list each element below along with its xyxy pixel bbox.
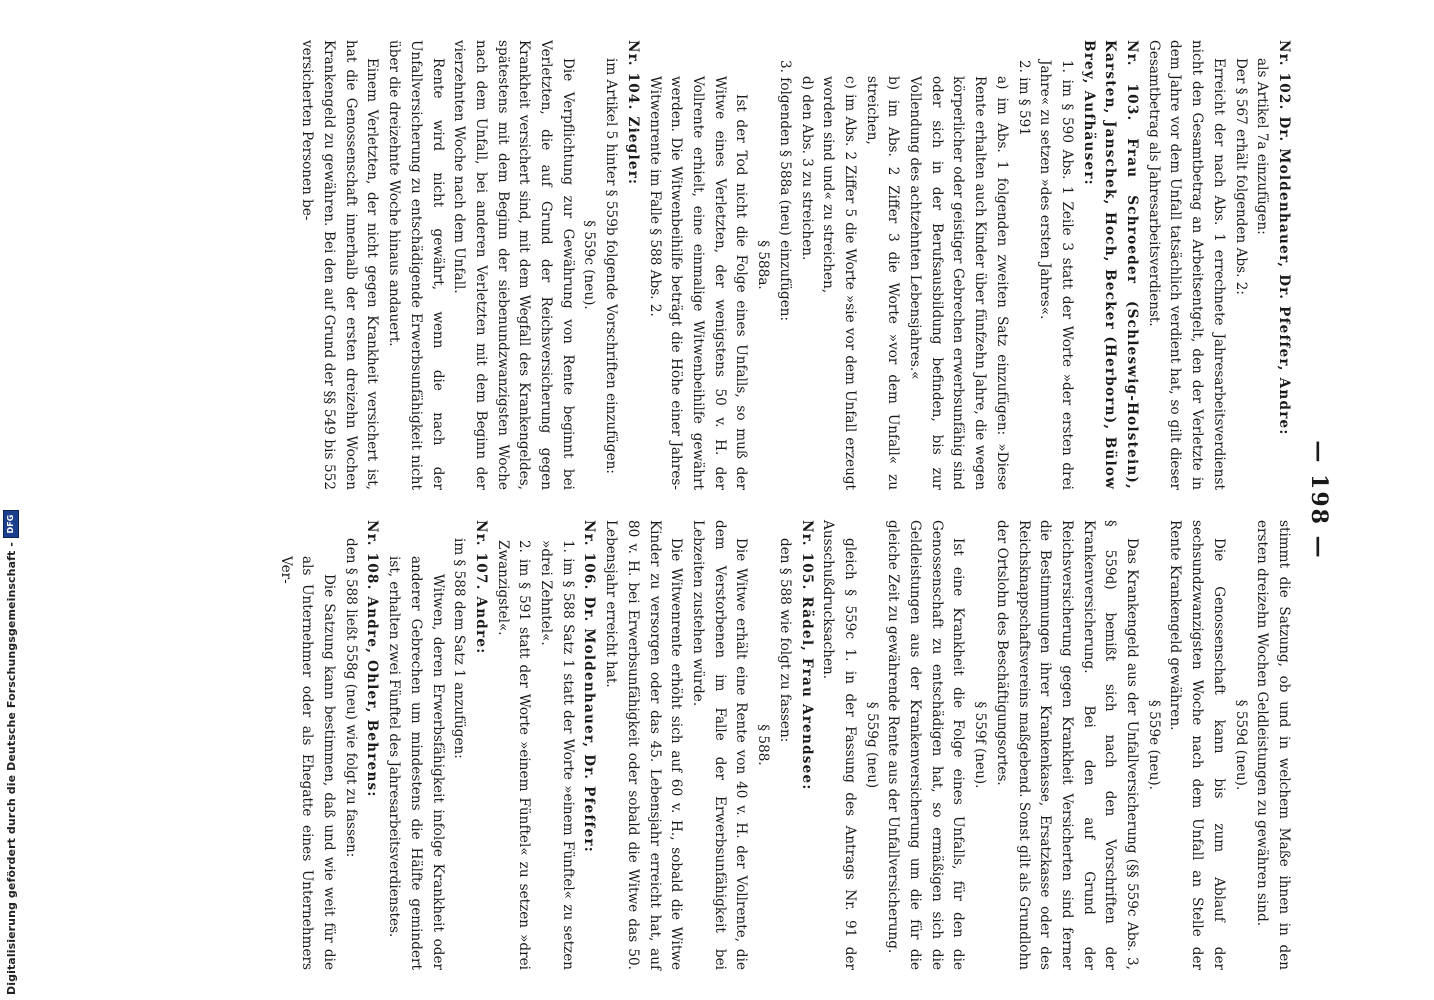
page-number: — 198 — (1306, 440, 1332, 560)
paragraph: Einem Verletzten, der nicht gegen Krankheit versichert ist, hat die Genossenschaft innerhalb der ersten dreizehn Wochen Krankengeld zu gewähren. Bei den auf Grund der §§ 549 bis 552 versicherten Personen be- (299, 40, 381, 490)
paragraph: als Artikel 7a einzufügen: (1254, 58, 1271, 235)
list-item: 1. im § 590 Abs. 1 Zeile 3 statt der Worte »der ersten drei Jahre« zu setzen »des ersten Jahres«. (1037, 60, 1075, 490)
section-heading: § 559g (neu) (863, 701, 880, 789)
section-heading: § 559e (neu). (1145, 700, 1162, 790)
dfg-logo: DFG (3, 510, 19, 538)
paragraph: den § 588 wie folgt zu fassen: (776, 538, 793, 743)
list-item: 2. im § 591 (1015, 60, 1032, 136)
motion-108-heading: Nr. 108. Andre, Ohler, Behrens: (364, 520, 381, 798)
list-item: c) im Abs. 2 Ziffer 5 die Worte »sie vor dem Unfall erzeugt worden sind und« zu streichen, (820, 76, 858, 490)
paragraph: gleich § 559c 1. in der Fassung des Antrags Nr. 91 der Ausschußdrucksachen. (820, 520, 858, 970)
paragraph: Die Witwenrente erhöht sich auf 60 v. H., sobald die Witwe Kinder zu versorgen oder das 45. Lebensjahr erreicht hat, auf 80 v. H. bei Erwerbsunfähigkeit oder sobald die Witwe das 50. Lebensjahr erreicht hat. (603, 520, 685, 970)
paragraph: im § 588 dem Satz 1 anzufügen: (451, 538, 468, 759)
scanned-page (24, 0, 1434, 1000)
paragraph: Die Satzung kann bestimmen, daß und wie weit für die als Unternehmer oder als Ehegatte eines Unternehmers Ver- (277, 556, 338, 970)
section-heading: § 559c (neu). (581, 220, 598, 310)
list-item: d) den Abs. 3 zu streichen. (798, 76, 815, 261)
motion-106-heading: Nr. 106. Dr. Moldenhauer, Dr. Pfeffer: (581, 520, 598, 853)
paragraph: Ist der Tod nicht die Folge eines Unfalls, so muß der Witwe eines Verletzten, der wenigstens 50 v. H. der Vollrente erhielt, eine einmalige Witwenbeihilfe gewährt werden. Die Witwenbeihilfe beträgt die Höhe einer Jahres-Witwenrente im Falle § 588 Abs. 2. (646, 76, 750, 490)
motion-105-heading: Nr. 105. Rädel, Frau Arendsee: (798, 520, 815, 791)
paragraph: Die Verpflichtung zur Gewährung von Rente beginnt bei Verletzten, die auf Grund der Reichsversicherung gegen Krankheit versichert sind, mit dem Wegfall des Krankengeldes, spätestens mit dem Beginn der siebenundzwanzigsten Woche nach dem Unfall, bei anderen Verletzten mit dem Beginn der vierzehnten Woche nach dem Unfall. (451, 40, 576, 490)
paragraph: Witwen, deren Erwerbsfähigkeit infolge Krankheit oder anderer Gebrechen um mindestens die Hälfte gemindert ist, erhalten zwei Fünftel des Jahresarbeitsverdienstes. (386, 556, 446, 970)
motion-103-heading: Nr. 103. Frau Schroeder (Schleswig-Holstein), Karsten, Janschek, Hoch, Becker (Herborn), Bülow Brey, Aufhäuser: (1080, 40, 1141, 490)
paragraph: Ist eine Krankheit die Folge eines Unfalls, für den die Genossenschaft zu entschädigen hat, so ermäßigen sich die Geldleistungen aus der Krankenversicherung um die für die gleiche Zeit zu gewährende Rente aus der Unfallversicherung. (885, 520, 967, 970)
motion-107-heading: Nr. 107. Andre: (472, 520, 489, 655)
paragraph: im Artikel 5 hinter § 559b folgende Vorschriften einzufügen: (603, 58, 620, 474)
paragraph: Rente wird nicht gewährt, wenn die nach der Unfallversicherung zu entschädigende Erwerbsunfähigkeit nicht über die dreizehnte Woche hinaus andauert. (386, 40, 446, 490)
paragraph: Die Genossenschaft kann bis zum Ablauf der sechsundzwanzigsten Woche nach dem Unfall an Stelle der Rente Krankengeld gewähren. (1167, 520, 1227, 970)
paragraph: stimmt die Satzung, ob und in welchem Maße ihnen in den ersten dreizehn Wochen Geldleistungen zu gewähren sind. (1254, 520, 1292, 970)
list-item: 1. im § 588 Satz 1 statt der Worte »einem Fünftel« zu setzen »drei Zehntel«. (538, 540, 576, 970)
list-item: a) im Abs. 1 folgenden zweiten Satz einzufügen: »Diese Rente erhalten auch Kinder über fünfzehn Jahre, die wegen körperlicher oder geistiger Gebrechen erwerbsunfähig sind oder sich in der Berufsausbildung befinden, bis zur Vollendung des achtzehnten Lebensjahres.« (907, 76, 1010, 490)
paragraph: den § 588 ließt 558g (neu) wie folgt zu fassen: (342, 538, 359, 858)
list-item: 2. im § 591 statt der Worte »einem Fünftel« zu setzen »drei Zwanzigstel«. (494, 540, 533, 970)
digitization-credit (3, 510, 19, 995)
digitization-strip (0, 0, 22, 1000)
digitization-credit-text: Digitalisierung gefördert durch die Deutsche Forschungsgemeinschaft - (4, 542, 18, 995)
section-heading: § 588a. (755, 240, 772, 290)
section-heading: § 559f (neu). (972, 701, 989, 789)
left-column (296, 40, 1294, 490)
paragraph: Der § 567 erhält folgenden Abs. 2: (1232, 58, 1249, 295)
paragraph: Erreicht der nach Abs. 1 errechnete Jahresarbeitsverdienst nicht den Gesamtbetrag an Arbeitsentgelt, den der Verletzte in dem Jahre vor dem Unfall tatsächlich verdient hat, so gilt dieser Gesamtbetrag als Jahresarbeitsverdienst. (1145, 40, 1227, 490)
motion-102-heading: Nr. 102. Dr. Moldenhauer, Dr. Pfeffer, Andre: (1276, 40, 1292, 436)
section-heading: § 559d (neu). (1232, 699, 1249, 791)
right-column (274, 520, 1294, 970)
section-heading: § 588. (755, 724, 772, 766)
paragraph: Die Witwe erhält eine Rente von 40 v. H. der Vollrente, die dem Verstorbenen im Falle der Erwerbsunfähigkeit bei Lebzeiten zustehen würde. (690, 520, 750, 970)
paragraph: Das Krankengeld aus der Unfallversicherung (§§ 559c Abs. 3, § 559d) bemißt sich nach den Vorschriften der Krankenversicherung. Bei den auf Grund der Reichsversicherung gegen Krankheit Versicherten sind ferner die Bestimmungen ihrer Krankenkasse, Ersatzkasse oder des Reichsknappschaftsvereins maßgebend. Sonst gilt als Grundlohn der Ortslohn des Beschäftigungsortes. (993, 520, 1141, 970)
motion-104-heading: Nr. 104. Ziegler: (624, 40, 641, 186)
list-item: 3. folgenden § 588a (neu) einzufügen: (776, 60, 793, 322)
list-item: b) im Abs. 2 Ziffer 3 die Worte »vor dem Unfall« zu streichen, (863, 76, 902, 490)
